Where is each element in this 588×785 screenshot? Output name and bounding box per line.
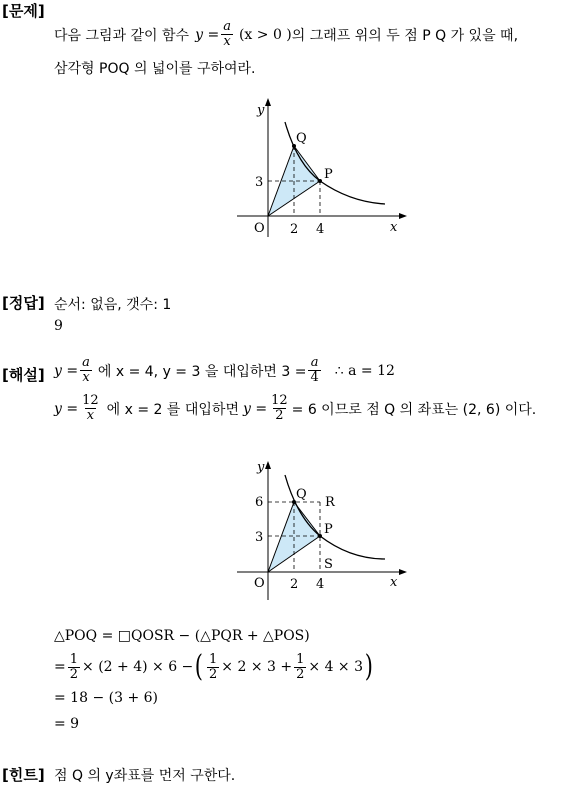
point-q-label: Q (296, 131, 307, 146)
problem-line-1 (54, 20, 518, 49)
x-axis-arrow (399, 213, 407, 219)
area2-lparen: ( (195, 649, 204, 684)
answer-value: 9 (54, 318, 63, 334)
sol1-mid: 에 x = 4, y = 3 을 대입하면 3 = (97, 363, 307, 380)
sol2-eq: = 6 이므로 점 Q 의 좌표는 (2, 6) 이다. (291, 401, 537, 418)
point-p-2 (318, 534, 322, 538)
point-q-label-2: Q (296, 487, 307, 502)
graph-2 (235, 455, 415, 605)
x-axis-arrow-2 (399, 569, 407, 575)
sol1-end: ∴ a = 12 (334, 362, 395, 379)
tick-4-label: 4 (316, 222, 325, 237)
area-line-4: = 9 (54, 716, 80, 732)
tick-3-label-2: 3 (255, 530, 264, 545)
tick-3-label: 3 (255, 175, 264, 190)
sol1-frac-ax: $\frac{a}{x}$ (82, 355, 90, 385)
x-axis-label-2: x (390, 575, 398, 590)
hint-label: [힌트] (2, 766, 45, 784)
answer-label: [정답] (2, 294, 45, 312)
sol2-y: y = (242, 400, 268, 417)
area2-rparen: ) (364, 649, 373, 684)
y-axis-label: y (257, 103, 265, 118)
point-p-label: P (324, 167, 333, 182)
problem-line-1-post: 의 그래프 위의 두 점 P Q 가 있을 때, (291, 27, 519, 44)
tick-2-label: 2 (290, 222, 299, 237)
area2-t2: × 4 × 3 (308, 659, 364, 675)
solution-line-1 (54, 356, 395, 385)
problem-line-2: 삼각형 POQ 의 넓이를 구하여라. (54, 61, 256, 77)
y-axis-arrow-2 (265, 461, 271, 469)
sol1-frac-a4: $\frac{a}{4}$ (310, 355, 319, 385)
tick-4-label-2: 4 (316, 577, 325, 592)
sol2-eq-lhs: y = (54, 400, 79, 417)
domain-text: (x > 0 ) (238, 26, 292, 43)
sol2-mid: 에 x = 2 를 대입하면 (106, 401, 239, 418)
problem-label: [문제] (2, 2, 45, 20)
point-s-label: S (324, 557, 333, 572)
area2-frac-half-a: $\frac{1}{2}$ (69, 651, 79, 682)
hint-text: 점 Q 의 y좌표를 먼저 구한다. (54, 768, 236, 784)
point-p-label-2: P (324, 522, 333, 537)
y-axis-arrow (265, 98, 271, 106)
origin-label-2: O (254, 576, 265, 591)
point-r-label: R (325, 495, 335, 510)
area2-frac-half-c: $\frac{1}{2}$ (296, 651, 305, 682)
graph-1 (235, 92, 415, 242)
sol2-frac-122: $\frac{12}{2}$ (271, 393, 288, 423)
problem-line-1-pre: 다음 그림과 같이 함수 (54, 27, 190, 44)
area2-t1: × 2 × 3 + (221, 659, 293, 675)
point-p (318, 179, 322, 183)
tick-2-label-2: 2 (290, 577, 299, 592)
sol2-frac-12x: $\frac{12}{x}$ (82, 393, 99, 423)
y-axis-label-2: y (257, 460, 265, 475)
solution-label: [해설] (2, 366, 45, 384)
area2-eq: = (54, 659, 66, 675)
area-line-1: △POQ = □QOSR − (△PQR + △POS) (54, 628, 310, 644)
solution-line-2 (54, 394, 536, 423)
area2-mid: × (2 + 4) × 6 − (82, 659, 194, 675)
function-frac: $\frac{a}{x}$ (223, 19, 231, 49)
area-line-2 (54, 649, 375, 684)
answer-line-1: 순서: 없음, 갯수: 1 (54, 297, 172, 313)
function-eq: y = (195, 26, 220, 43)
area-line-3: = 18 − (3 + 6) (54, 690, 158, 706)
area2-frac-half-b: $\frac{1}{2}$ (209, 651, 218, 682)
origin-label: O (254, 221, 265, 236)
sol1-eq-lhs: y = (54, 362, 79, 379)
tick-6-label: 6 (255, 495, 264, 510)
x-axis-label: x (390, 220, 398, 235)
